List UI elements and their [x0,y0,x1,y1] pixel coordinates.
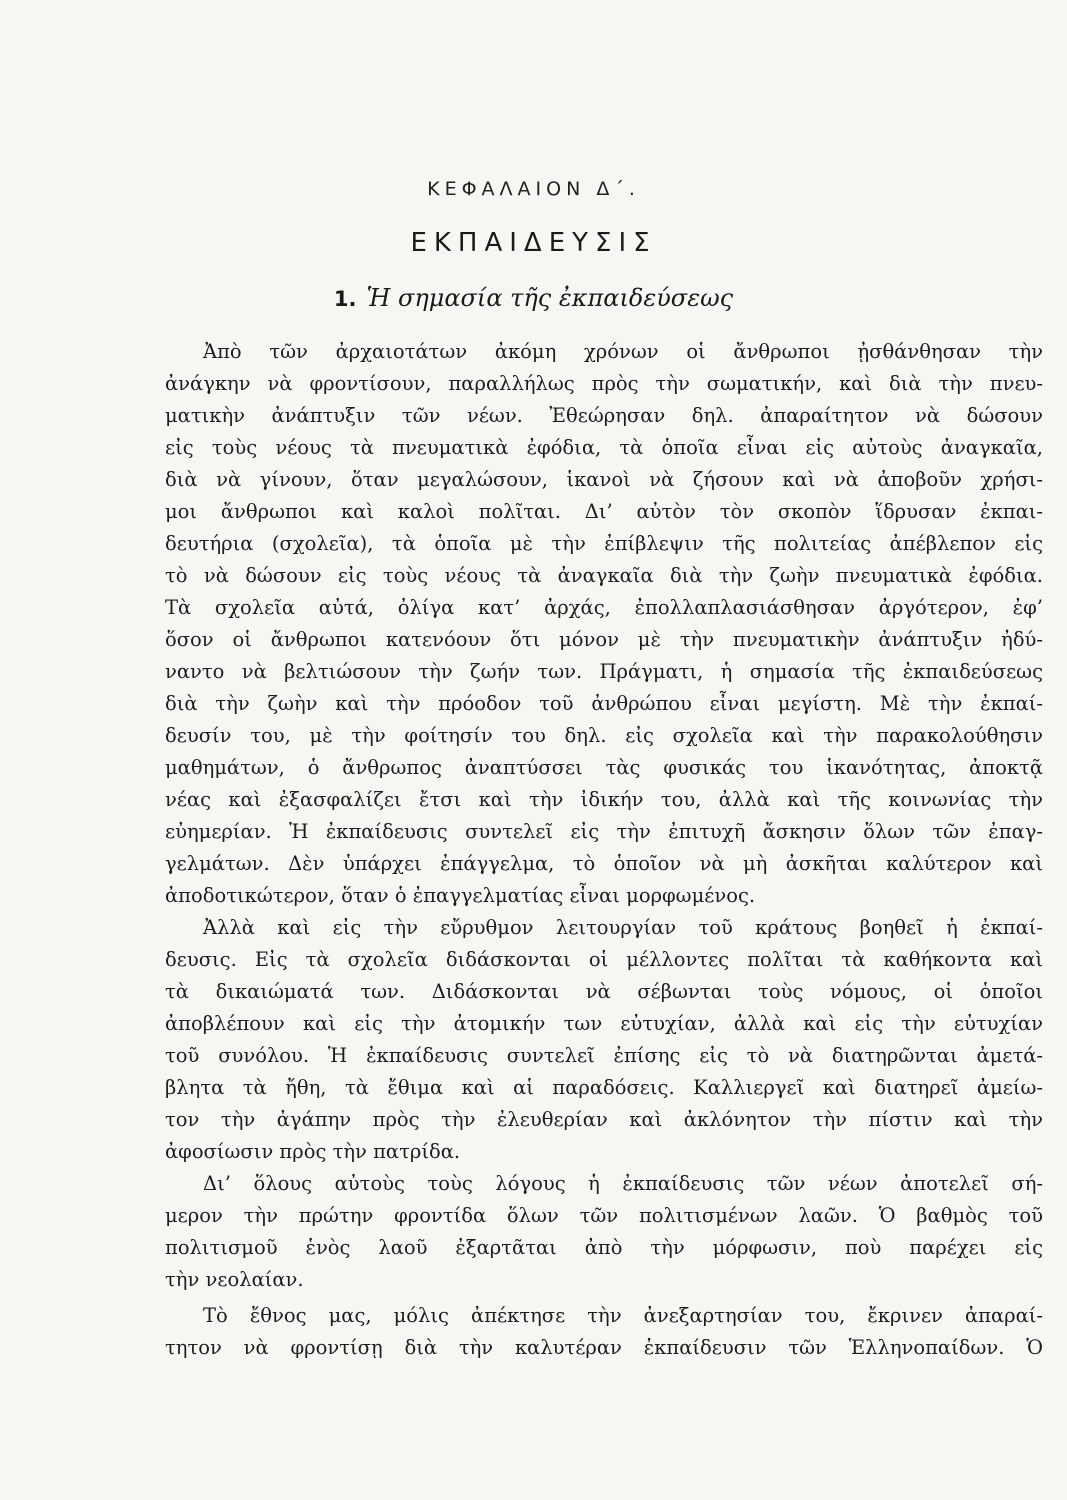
text-line: ἀποδοτικώτερον, ὅταν ὁ ἐπαγγελματίας εἶναι μορφωμένος. [165,884,756,907]
text-line: βλητα τὰ ἤθη, τὰ ἔθιμα καὶ αἱ παραδόσεις. Καλλιεργεῖ καὶ διατηρεῖ ἀμείω- [165,1076,1043,1099]
paragraph [165,1168,1043,1296]
text-line: Ἀλλὰ καὶ εἰς τὴν εὔρυθμον λειτουργίαν τοῦ κράτους βοηθεῖ ἡ ἐκπαί- [203,916,1043,939]
section-title [0,284,1067,312]
text-line: δευσίν του, μὲ τὴν φοίτησίν του δηλ. εἰς σχολεῖα καὶ τὴν παρακολούθησιν [165,724,1043,747]
text-line: εἰς τοὺς νέους τὰ πνευματικὰ ἐφόδια, τὰ ὁποῖα εἶναι εἰς αὐτοὺς ἀναγκαῖα, [165,436,1043,459]
text-line: πολιτισμοῦ ἑνὸς λαοῦ ἐξαρτᾶται ἀπὸ τὴν μόρφωσιν, ποὺ παρέχει εἰς [165,1236,1043,1259]
text-line: τοῦ συνόλου. Ἡ ἐκπαίδευσις συντελεῖ ἐπίσης εἰς τὸ νὰ διατηρῶνται ἀμετά- [165,1044,1043,1067]
text-line: Τὰ σχολεῖα αὐτά, ὀλίγα κατ’ ἀρχάς, ἐπολλαπλασιάσθησαν ἀργότερον, ἐφ’ [165,596,1043,619]
text-line: Δι’ ὅλους αὐτοὺς τοὺς λόγους ἡ ἐκπαίδευσις τῶν νέων ἀποτελεῖ σή- [203,1172,1043,1195]
text-line: τον τὴν ἀγάπην πρὸς τὴν ἐλευθερίαν καὶ ἀκλόνητον τὴν πίστιν καὶ τὴν [165,1108,1043,1131]
chapter-title: ΚΕΦΑΛΑΙΟΝ Δ΄. [427,178,640,200]
text-line: ἀνάγκην νὰ φροντίσουν, παραλλήλως πρὸς τὴν σωματικήν, καὶ διὰ τὴν πνευ- [165,372,1043,395]
text-line: τὴν νεολαίαν. [165,1268,304,1291]
text-line: μοι ἄνθρωποι καὶ καλοὶ πολῖται. Δι’ αὐτὸν τὸν σκοπὸν ἵδρυσαν ἐκπαι- [165,500,1043,523]
chapter-heading: ΕΚΠΑΙΔΕΥΣΙΣ [410,228,657,258]
paragraph [165,912,1043,1168]
text-line: μαθημάτων, ὁ ἄνθρωπος ἀναπτύσσει τὰς φυσικάς του ἱκανότητας, ἀποκτᾷ [165,756,1043,779]
text-line: διὰ νὰ γίνουν, ὅταν μεγαλώσουν, ἱκανοὶ νὰ ζήσουν καὶ νὰ ἀποβοῦν χρήσι- [165,468,1043,491]
text-line: ναντο νὰ βελτιώσουν τὴν ζωήν των. Πράγματι, ἡ σημασία τῆς ἐκπαιδεύσεως [165,660,1043,683]
section-title-text: Ἡ σημασία τῆς ἐκπαιδεύσεως [366,284,734,312]
text-line: γελμάτων. Δὲν ὑπάρχει ἐπάγγελμα, τὸ ὁποῖον νὰ μὴ ἀσκῆται καλύτερον καὶ [165,852,1043,875]
body-text [165,336,1043,1364]
text-line: δευτήρια (σχολεῖα), τὰ ὁποῖα μὲ τὴν ἐπίβλεψιν τῆς πολιτείας ἀπέβλεπον εἰς [165,532,1043,555]
text-line: ματικὴν ἀνάπτυξιν τῶν νέων. Ἐθεώρησαν δηλ. ἀπαραίτητον νὰ δώσουν [165,404,1043,427]
text-line: νέας καὶ ἐξασφαλίζει ἔτσι καὶ τὴν ἰδικήν του, ἀλλὰ καὶ τῆς κοινωνίας τὴν [165,788,1043,811]
paragraph [165,1300,1043,1364]
text-line: ὅσον οἱ ἄνθρωποι κατενόουν ὅτι μόνον μὲ τὴν πνευματικὴν ἀνάπτυξιν ἠδύ- [165,628,1043,651]
text-line: Ἀπὸ τῶν ἀρχαιοτάτων ἀκόμη χρόνων οἱ ἄνθρωποι ᾐσθάνθησαν τὴν [203,340,1043,363]
text-line: μερον τὴν πρώτην φροντίδα ὅλων τῶν πολιτισμένων λαῶν. Ὁ βαθμὸς τοῦ [165,1204,1043,1227]
text-line: διὰ τὴν ζωὴν καὶ τὴν πρόοδον τοῦ ἀνθρώπου εἶναι μεγίστη. Μὲ τὴν ἐκπαί- [165,692,1043,715]
section-number: 1. [333,287,357,311]
text-line: Τὸ ἔθνος μας, μόλις ἀπέκτησε τὴν ἀνεξαρτησίαν του, ἔκρινεν ἀπαραί- [203,1304,1043,1327]
text-line: ἀποβλέπουν καὶ εἰς τὴν ἀτομικήν των εὐτυχίαν, ἀλλὰ καὶ εἰς τὴν εὐτυχίαν [165,1012,1043,1035]
text-line: τὸ νὰ δώσουν εἰς τοὺς νέους τὰ ἀναγκαῖα διὰ τὴν ζωὴν πνευματικὰ ἐφόδια. [165,564,1043,587]
text-line: ἀφοσίωσιν πρὸς τὴν πατρίδα. [165,1140,461,1163]
text-line: τὰ δικαιώματά των. Διδάσκονται νὰ σέβωνται τοὺς νόμους, οἱ ὁποῖοι [165,980,1043,1003]
text-line: εὐημερίαν. Ἡ ἐκπαίδευσις συντελεῖ εἰς τὴν ἐπιτυχῆ ἄσκησιν ὅλων τῶν ἐπαγ- [165,820,1043,843]
paragraph [165,336,1043,912]
text-line: δευσις. Εἰς τὰ σχολεῖα διδάσκονται οἱ μέλλοντες πολῖται τὰ καθήκοντα καὶ [165,948,1043,971]
text-line: τητον νὰ φροντίσῃ διὰ τὴν καλυτέραν ἐκπαίδευσιν τῶν Ἑλληνοπαίδων. Ὁ [165,1336,1043,1359]
